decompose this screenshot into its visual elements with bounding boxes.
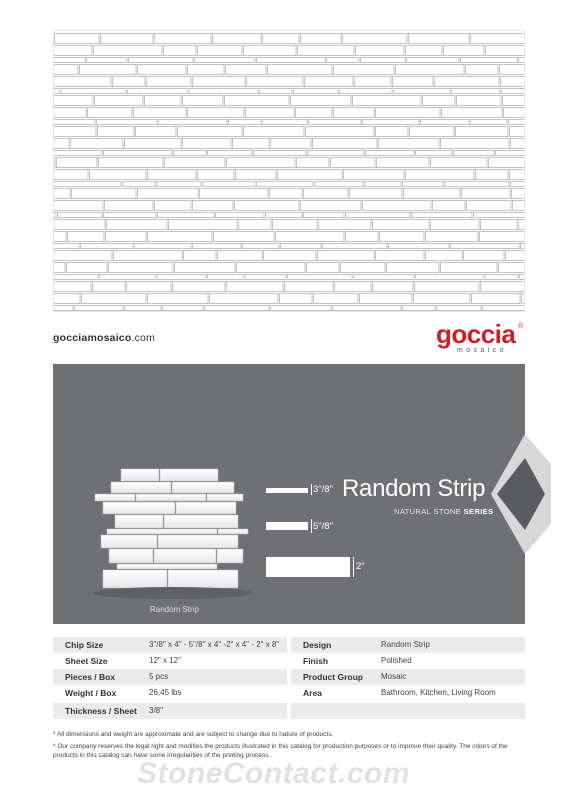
dim-tick-2 bbox=[311, 519, 312, 533]
spec-label: Thickness / Sheet bbox=[65, 706, 137, 716]
product-illustration bbox=[93, 465, 263, 600]
spec-row bbox=[53, 685, 525, 701]
website-url[interactable] bbox=[53, 332, 155, 344]
spec-label: Pieces / Box bbox=[65, 672, 116, 682]
goccia-logo bbox=[436, 319, 528, 355]
dim-bar-3 bbox=[266, 557, 350, 577]
logo-subtitle: mosaico bbox=[457, 347, 507, 354]
spec-value: Bathroom, Kitchen, Living Room bbox=[381, 688, 496, 697]
spec-value: 3/8" bbox=[149, 706, 163, 715]
spec-label: Sheet Size bbox=[65, 656, 108, 666]
spec-value: Mosaic bbox=[381, 672, 407, 681]
spec-label: Product Group bbox=[303, 672, 363, 682]
spec-label: Design bbox=[303, 640, 332, 650]
spec-row bbox=[53, 669, 525, 685]
spec-value: Random Strip bbox=[381, 640, 430, 649]
spec-value: 3"/8" x 4" - 5"/8" x 4" -2" x 4" - 2" x 8" bbox=[149, 640, 280, 649]
series-prefix: NATURAL STONE bbox=[394, 507, 464, 516]
dim-bar-1 bbox=[266, 488, 308, 493]
logo-registered-mark: ® bbox=[518, 323, 524, 330]
dim-label-2: 5"/8" bbox=[313, 521, 333, 532]
spec-row bbox=[53, 703, 525, 719]
diamond-decoration bbox=[491, 434, 551, 554]
logo-word: goccia bbox=[436, 319, 516, 349]
product-series bbox=[394, 507, 494, 516]
spec-label: Weight / Box bbox=[65, 688, 117, 698]
spec-value: 5 pcs bbox=[149, 672, 169, 681]
note-item: * All dimensions and weight are approximate and are subject to change due to nature of products. bbox=[53, 731, 334, 738]
spec-label: Chip Size bbox=[65, 640, 104, 650]
dim-label-3: 2" bbox=[356, 561, 365, 572]
dim-bar-2 bbox=[266, 522, 308, 530]
tile-pattern-image bbox=[53, 30, 525, 312]
watermark: StoneContact.com bbox=[137, 757, 411, 790]
spec-value: 26,45 lbs bbox=[149, 688, 182, 697]
brick-pattern bbox=[54, 31, 525, 312]
note-item: * Our company reserves the legal right and modifies the products illustrated in this catalog for production purposes or to improve their quality. The colors of the products in this catalog can have some irregularities of the printing process. bbox=[53, 743, 508, 759]
illustration-caption: Random Strip bbox=[150, 605, 199, 614]
product-title: Random Strip bbox=[342, 475, 486, 502]
dim-label-1: 3"/8" bbox=[313, 484, 333, 495]
spec-row bbox=[53, 637, 525, 653]
series-bold: SERIES bbox=[463, 507, 494, 516]
dim-tick-3 bbox=[353, 557, 354, 577]
spec-value: Polished bbox=[381, 656, 412, 665]
dim-tick-1 bbox=[311, 484, 312, 495]
spec-label: Finish bbox=[303, 656, 329, 666]
spec-row bbox=[53, 653, 525, 669]
website-tld: .com bbox=[131, 332, 156, 344]
website-domain: gocciamosaico bbox=[53, 332, 132, 344]
spec-label: Area bbox=[303, 688, 322, 698]
spec-value: 12" x 12" bbox=[149, 656, 181, 665]
